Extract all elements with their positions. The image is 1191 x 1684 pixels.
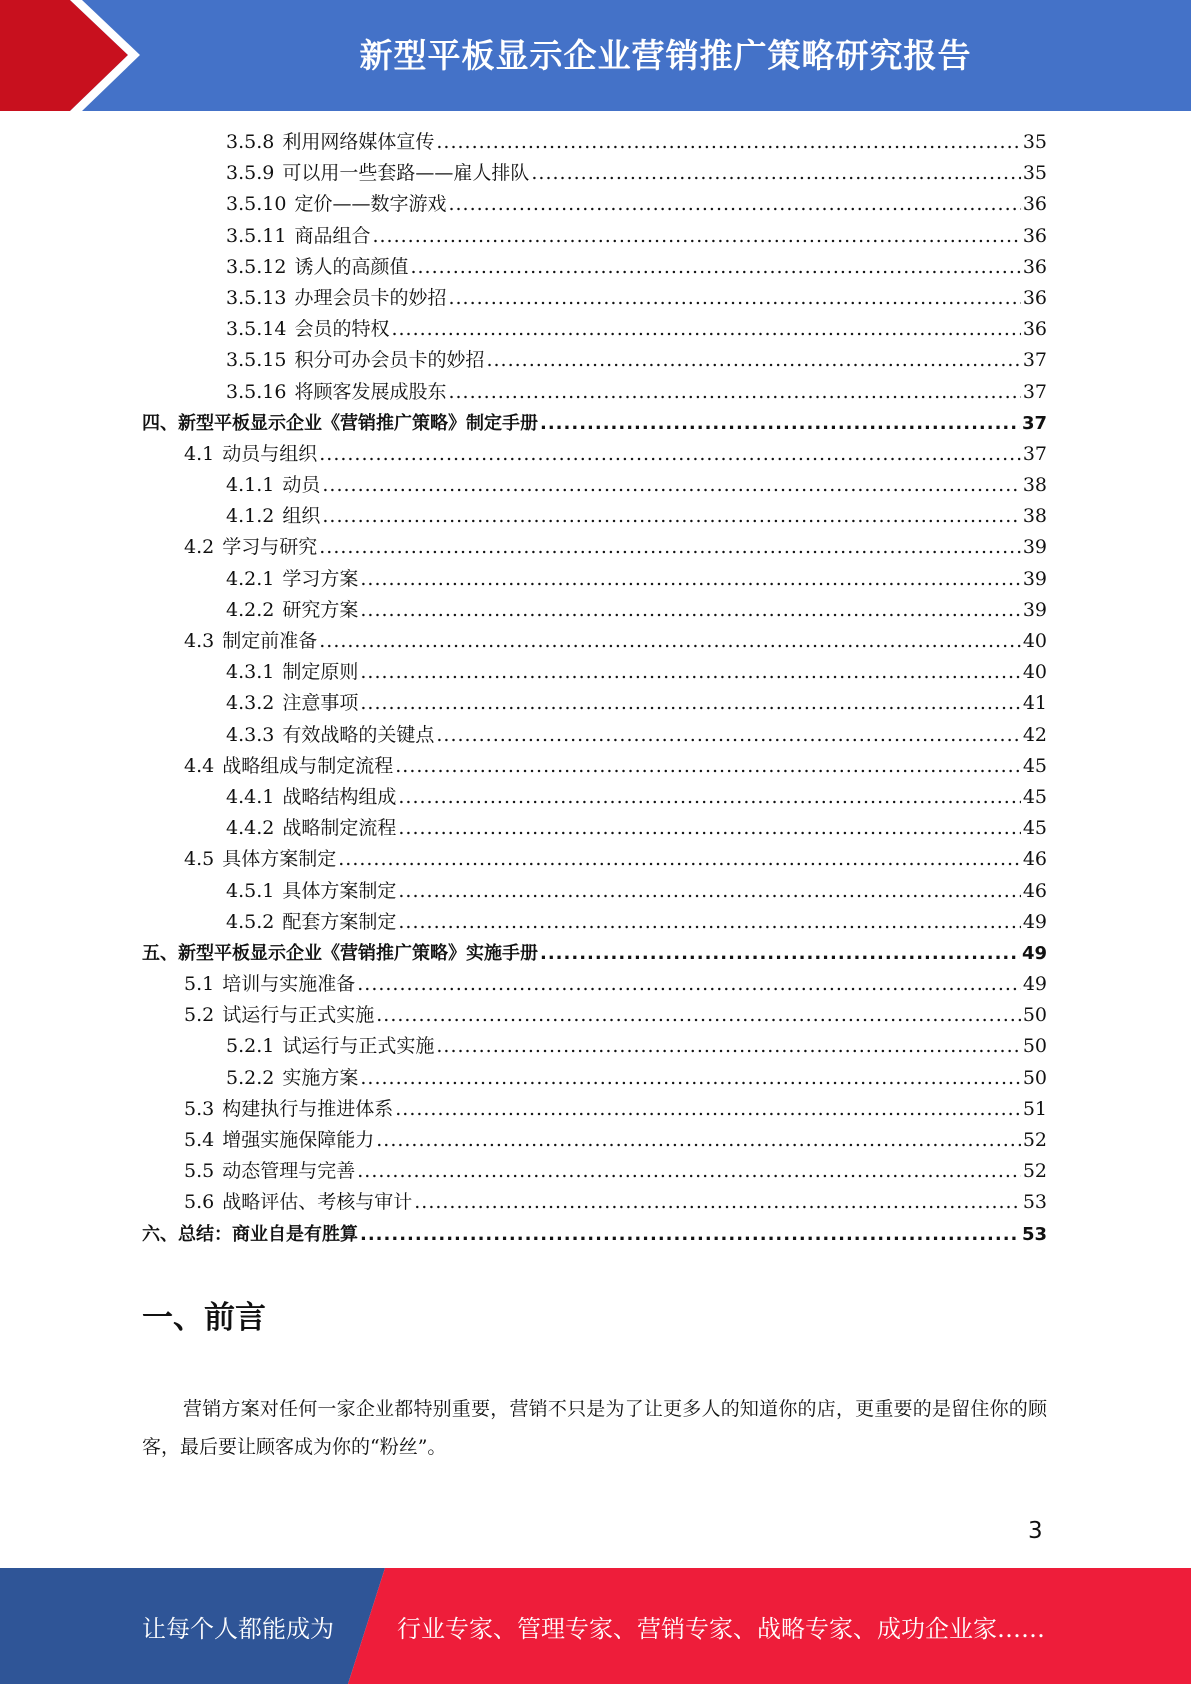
toc-entry-label: 学习方案 [282, 567, 359, 590]
toc-dot-leader [391, 314, 1020, 345]
toc-entry-page: 40 [1022, 661, 1047, 684]
toc-entry-page: 36 [1022, 255, 1047, 278]
toc-entry-number: 4.4.1 [226, 785, 275, 808]
toc-entry-label: 具体方案制定 [282, 879, 397, 902]
toc-entry-page: 36 [1022, 193, 1047, 216]
toc-entry-number: 4.5.2 [226, 910, 275, 933]
toc-entry-page: 45 [1022, 754, 1047, 777]
toc-dot-leader [322, 501, 1020, 532]
toc-entry[interactable] [142, 283, 1047, 314]
toc-entry[interactable] [142, 813, 1047, 844]
toc-entry-page: 46 [1022, 848, 1047, 871]
toc-entry[interactable] [142, 626, 1047, 657]
toc-entry-label: 战略制定流程 [282, 817, 397, 840]
toc-dot-leader [398, 876, 1020, 907]
toc-entry-number: 3.5.10 [226, 193, 287, 216]
toc-entry-page: 51 [1022, 1097, 1047, 1120]
toc-entry[interactable] [142, 345, 1047, 376]
toc-entry-number: 4.1.2 [226, 505, 275, 528]
toc-entry-label: 战略结构组成 [282, 785, 397, 808]
toc-entry-page: 53 [1022, 1191, 1047, 1214]
toc-entry-page: 49 [1022, 910, 1047, 933]
toc-dot-leader [448, 283, 1020, 314]
footer-slogan-left: 让每个人都能成为 [142, 1614, 334, 1643]
toc-dot-leader [540, 408, 1020, 439]
toc-entry-label: 注意事项 [282, 692, 359, 715]
toc-dot-leader [436, 1031, 1020, 1062]
toc-entry-page: 52 [1022, 1129, 1047, 1151]
toc-dot-leader [319, 532, 1021, 563]
toc-entry-number: 3.5.9 [226, 162, 275, 185]
toc-entry[interactable] [142, 532, 1047, 563]
toc-entry-page: 53 [1021, 1223, 1047, 1245]
toc-entry-label: 五、新型平板显示企业《营销推广策略》实施手册 [142, 942, 538, 964]
toc-entry[interactable] [142, 470, 1047, 501]
toc-entry-page: 37 [1021, 412, 1047, 434]
toc-entry-label: 动员 [282, 474, 321, 497]
toc-entry[interactable] [142, 252, 1047, 283]
toc-entry-page: 50 [1022, 1004, 1047, 1027]
toc-entry-page: 45 [1022, 785, 1047, 808]
toc-entry-label: 研究方案 [282, 598, 359, 621]
toc-entry-number: 5.3 [184, 1097, 215, 1120]
toc-entry-label: 会员的特权 [294, 318, 390, 341]
toc-entry[interactable] [142, 720, 1047, 751]
toc-entry[interactable] [142, 408, 1047, 439]
toc-entry[interactable] [142, 595, 1047, 626]
toc-entry[interactable] [142, 377, 1047, 408]
toc-entry-label: 具体方案制定 [222, 848, 337, 871]
toc-entry-page: 52 [1022, 1160, 1047, 1183]
toc-dot-leader [531, 158, 1020, 189]
toc-entry-number: 3.5.13 [226, 286, 287, 309]
toc-dot-leader [436, 720, 1020, 751]
toc-entry-number: 4.3.1 [226, 661, 275, 684]
toc-entry[interactable] [142, 1000, 1047, 1031]
toc-entry-page: 38 [1022, 474, 1047, 497]
toc-entry-number: 4.4 [184, 754, 215, 777]
toc-entry-label: 利用网络媒体宣传 [282, 131, 435, 153]
toc-dot-leader [410, 252, 1020, 283]
toc-entry-number: 4.1.1 [226, 474, 275, 497]
toc-entry-page: 39 [1022, 567, 1047, 590]
toc-entry-page: 37 [1022, 349, 1047, 372]
toc-entry[interactable] [142, 127, 1047, 158]
toc-entry[interactable] [142, 876, 1047, 907]
toc-entry-page: 36 [1022, 318, 1047, 341]
toc-entry-page: 50 [1022, 1066, 1047, 1089]
toc-entry-label: 积分可办会员卡的妙招 [294, 349, 485, 372]
toc-entry-page: 40 [1022, 630, 1047, 652]
toc-entry-number: 5.2 [184, 1004, 215, 1027]
toc-dot-leader [360, 564, 1020, 595]
toc-entry-page: 36 [1022, 224, 1047, 247]
toc-entry-page: 39 [1022, 598, 1047, 621]
toc-entry-label: 动态管理与完善 [222, 1160, 356, 1183]
page-header [0, 0, 1191, 111]
toc-entry-page: 49 [1021, 942, 1047, 964]
toc-entry[interactable] [142, 1156, 1047, 1187]
toc-entry[interactable] [142, 314, 1047, 345]
toc-entry[interactable] [142, 907, 1047, 938]
toc-dot-leader [357, 1156, 1021, 1187]
toc-entry-number: 4.2 [184, 536, 215, 559]
toc-dot-leader [357, 969, 1021, 1000]
toc-dot-leader [398, 782, 1020, 813]
toc-dot-leader [398, 907, 1020, 938]
toc-entry-number: 5.1 [184, 973, 215, 996]
toc-entry-label: 试运行与正式实施 [282, 1035, 435, 1058]
toc-entry[interactable] [142, 1219, 1047, 1250]
toc-entry-label: 制定前准备 [222, 630, 318, 652]
toc-entry-label: 学习与研究 [222, 536, 318, 559]
toc-entry-label: 增强实施保障能力 [222, 1129, 375, 1151]
toc-entry-label: 定价——数字游戏 [294, 193, 447, 216]
toc-entry-label: 配套方案制定 [282, 910, 397, 933]
toc-entry-page: 49 [1022, 973, 1047, 996]
toc-entry-label: 动员与组织 [222, 442, 318, 465]
toc-entry[interactable] [142, 1187, 1047, 1218]
toc-entry-label: 战略组成与制定流程 [222, 754, 394, 777]
toc-entry-number: 5.6 [184, 1191, 215, 1214]
toc-entry-number: 3.5.12 [226, 255, 287, 278]
toc-entry-label: 六、总结：商业自是有胜算 [142, 1223, 358, 1245]
toc-dot-leader [360, 1219, 1020, 1250]
toc-dot-leader [360, 657, 1020, 688]
section-body: 营销方案对任何一家企业都特别重要，营销不只是为了让更多人的知道你的店，更重要的是留住你的顾客，最后要让顾客成为你的“粉丝”。 [142, 1398, 1047, 1458]
toc-dot-leader [376, 1125, 1021, 1156]
toc-entry-page: 46 [1022, 879, 1047, 902]
toc-entry-label: 构建执行与推进体系 [222, 1097, 394, 1120]
toc-entry[interactable] [142, 189, 1047, 220]
toc-entry-label: 组织 [282, 505, 321, 528]
toc-entry-label: 实施方案 [282, 1066, 359, 1089]
toc-entry-page: 42 [1022, 723, 1047, 746]
toc-entry[interactable] [142, 501, 1047, 532]
toc-dot-leader [322, 470, 1020, 501]
toc-entry-number: 5.2.2 [226, 1066, 275, 1089]
toc-entry[interactable] [142, 1031, 1047, 1062]
toc-entry-number: 3.5.8 [226, 131, 275, 153]
toc-dot-leader [414, 1187, 1021, 1218]
toc-dot-leader [486, 345, 1020, 376]
toc-entry-number: 4.3.2 [226, 692, 275, 715]
toc-entry[interactable] [142, 1125, 1047, 1156]
toc-entry-number: 4.2.2 [226, 598, 275, 621]
toc-entry-page: 38 [1022, 505, 1047, 528]
toc-entry-number: 5.2.1 [226, 1035, 275, 1058]
toc-entry-label: 四、新型平板显示企业《营销推广策略》制定手册 [142, 412, 538, 434]
toc-entry-label: 可以用一些套路——雇人排队 [282, 162, 530, 185]
toc-entry-label: 有效战略的关键点 [282, 723, 435, 746]
toc-entry[interactable] [142, 751, 1047, 782]
toc-entry-page: 37 [1022, 442, 1047, 465]
toc-dot-leader [395, 1094, 1021, 1125]
toc-dot-leader [360, 1063, 1020, 1094]
toc-entry-number: 3.5.16 [226, 380, 287, 403]
toc-dot-leader [395, 751, 1021, 782]
toc-dot-leader [398, 813, 1020, 844]
toc-entry-page: 39 [1022, 536, 1047, 559]
toc-entry[interactable] [142, 938, 1047, 969]
header-chevron-decoration [0, 0, 160, 111]
toc-entry[interactable] [142, 657, 1047, 688]
toc-entry[interactable] [142, 688, 1047, 719]
table-of-contents [142, 127, 1047, 1250]
toc-entry-label: 制定原则 [282, 661, 359, 684]
toc-entry-label: 将顾客发展成股东 [294, 380, 447, 403]
toc-dot-leader [360, 688, 1020, 719]
toc-entry[interactable] [142, 844, 1047, 875]
toc-dot-leader [448, 377, 1020, 408]
toc-entry-number: 4.5.1 [226, 879, 275, 902]
toc-entry-number: 4.5 [184, 848, 215, 871]
toc-entry[interactable] [142, 221, 1047, 252]
toc-entry-page: 36 [1022, 286, 1047, 309]
toc-dot-leader [372, 221, 1020, 252]
toc-entry-number: 4.1 [184, 442, 215, 465]
toc-entry[interactable] [142, 969, 1047, 1000]
toc-entry-number: 4.2.1 [226, 567, 275, 590]
toc-entry[interactable] [142, 158, 1047, 189]
toc-entry-label: 试运行与正式实施 [222, 1004, 375, 1027]
toc-dot-leader [540, 938, 1020, 969]
toc-dot-leader [338, 844, 1021, 875]
toc-entry-number: 3.5.14 [226, 318, 287, 341]
toc-entry-page: 37 [1022, 380, 1047, 403]
toc-entry-number: 5.4 [184, 1129, 215, 1151]
toc-entry-number: 3.5.11 [226, 224, 287, 247]
toc-entry-label: 办理会员卡的妙招 [294, 286, 447, 309]
toc-entry[interactable] [142, 564, 1047, 595]
toc-dot-leader [376, 1000, 1021, 1031]
toc-entry-page: 35 [1022, 162, 1047, 185]
toc-entry[interactable] [142, 782, 1047, 813]
toc-entry[interactable] [142, 1063, 1047, 1094]
footer-slogan-right: 行业专家、管理专家、营销专家、战略专家、成功企业家…… [397, 1614, 1045, 1643]
toc-entry-label: 商品组合 [294, 224, 371, 247]
toc-entry-page: 45 [1022, 817, 1047, 840]
toc-entry-number: 4.4.2 [226, 817, 275, 840]
toc-entry-page: 41 [1022, 692, 1047, 715]
toc-entry-label: 培训与实施准备 [222, 973, 356, 996]
section-title: 一、前言 [142, 1300, 266, 1336]
toc-entry[interactable] [142, 1094, 1047, 1125]
toc-entry-page: 50 [1022, 1035, 1047, 1058]
toc-entry-label: 战略评估、考核与审计 [222, 1191, 413, 1214]
header-title: 新型平板显示企业营销推广策略研究报告 [359, 35, 972, 75]
page-footer [0, 1568, 1191, 1684]
toc-dot-leader [436, 127, 1020, 158]
toc-entry-number: 4.3 [184, 630, 215, 652]
toc-dot-leader [448, 189, 1020, 220]
toc-dot-leader [319, 439, 1021, 470]
toc-entry-number: 4.3.3 [226, 723, 275, 746]
toc-entry-label: 诱人的高颜值 [294, 255, 409, 278]
toc-dot-leader [360, 595, 1020, 626]
toc-entry[interactable] [142, 439, 1047, 470]
toc-entry-number: 5.5 [184, 1160, 215, 1183]
toc-entry-number: 3.5.15 [226, 349, 287, 372]
page-number: 3 [1028, 1518, 1043, 1544]
toc-dot-leader [319, 626, 1021, 657]
toc-entry-page: 35 [1022, 131, 1047, 153]
